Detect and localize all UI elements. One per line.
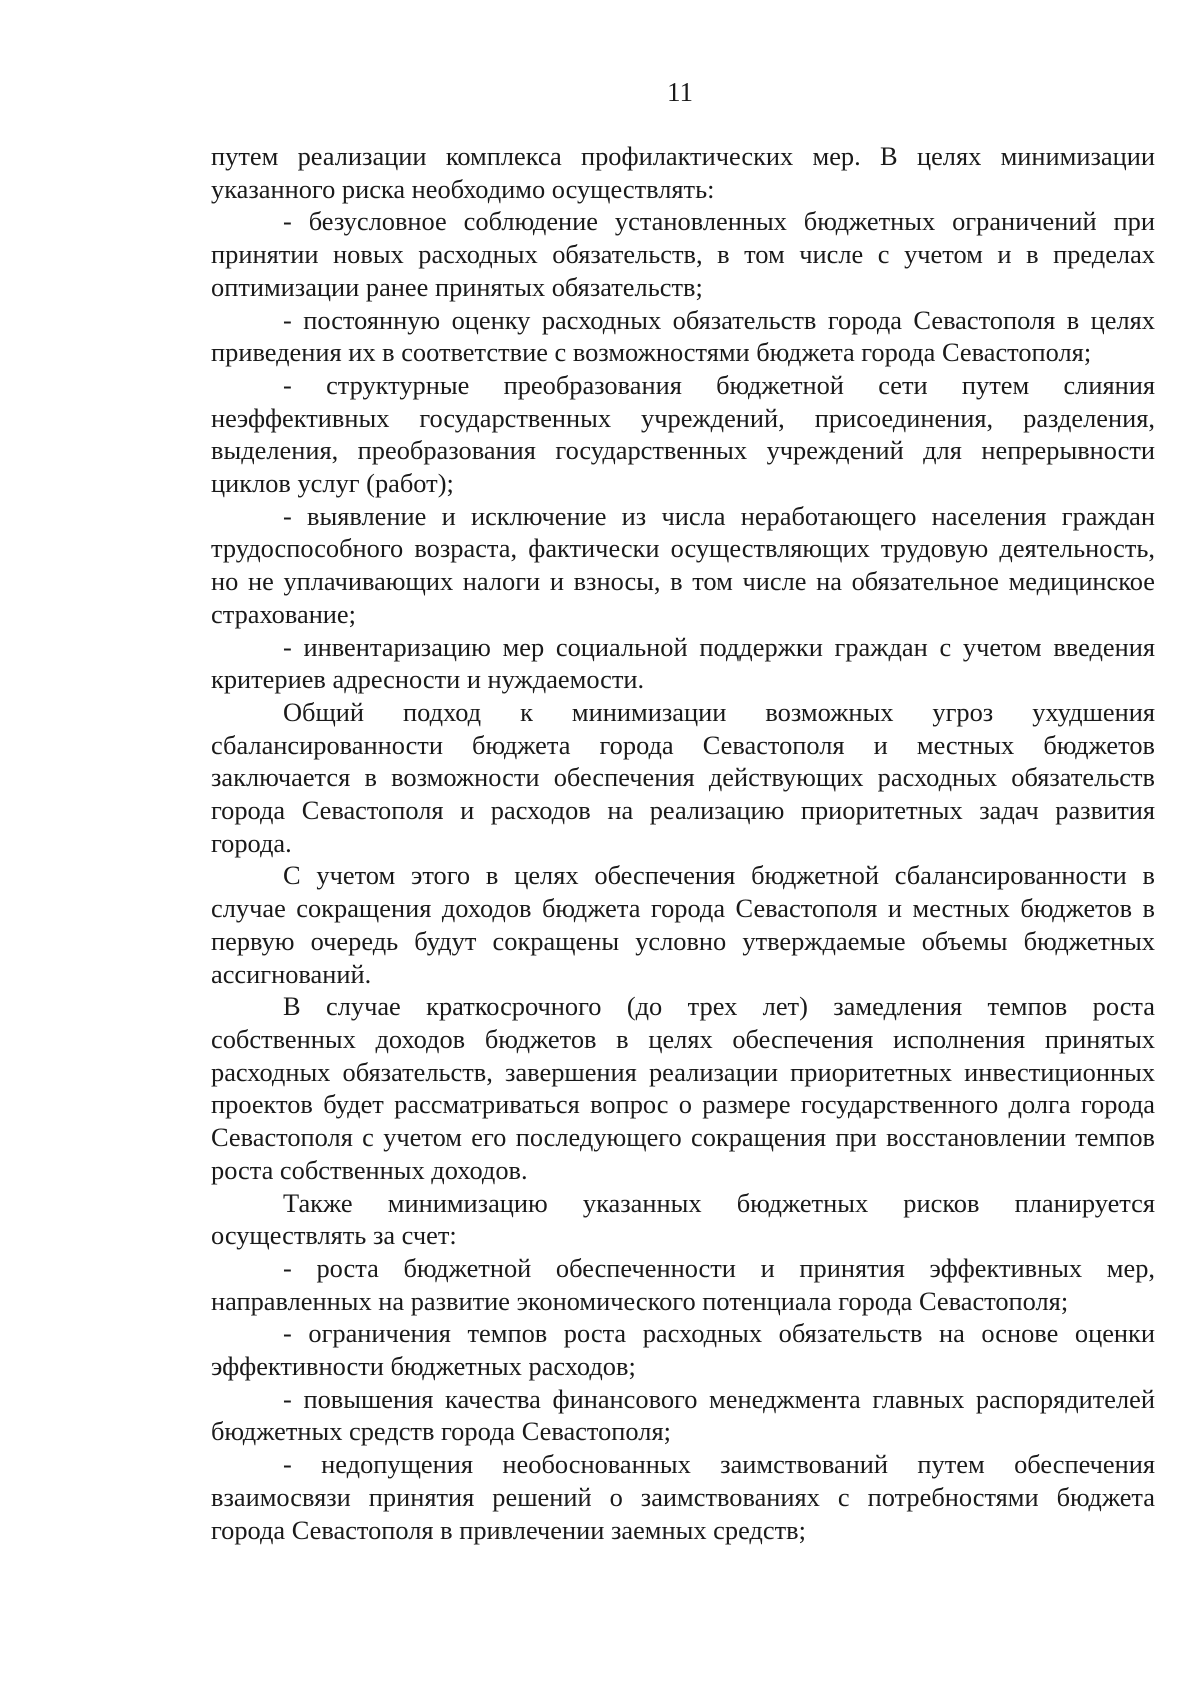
list-item-financial-management: - повышения качества финансового менеджмента главных распорядителей бюджетных средств города Севастополя; <box>211 1383 1155 1447</box>
paragraph-general-approach: Общий подход к минимизации возможных угроз ухудшения сбалансированности бюджета города Севастополя и местных бюджетов заключается в возможности обеспечения действующих расходных обязательств города Севастополя и расходов на реализацию приоритетных задач развития города. <box>211 696 1155 858</box>
list-item-social-support-inventory: - инвентаризацию мер социальной поддержки граждан с учетом введения критериев адресности и нуждаемости. <box>211 631 1155 695</box>
list-item-budget-provision: - роста бюджетной обеспеченности и принятия эффективных мер, направленных на развитие экономического потенциала города Севастополя; <box>211 1252 1155 1316</box>
list-item-spending-growth-limits: - ограничения темпов роста расходных обязательств на основе оценки эффективности бюджетных расходов; <box>211 1318 1155 1382</box>
paragraph-short-term-slowdown: В случае краткосрочного (до трех лет) замедления темпов роста собственных доходов бюджетов в целях обеспечения исполнения принятых расходных обязательств, завершения реализации приоритетных инвестиционных проектов будет рассматриваться вопрос о размере государственного долга города Севастополя с учетом его последующего сокращения при восстановлении темпов роста собственных доходов. <box>211 991 1155 1185</box>
list-item-obligations-assessment: - постоянную оценку расходных обязательств города Севастополя в целях приведения их в соответствие с возможностями бюджета города Севастополя; <box>211 304 1155 368</box>
paragraph-continuation: путем реализации комплекса профилактических мер. В целях минимизации указанного риска необходимо осуществлять: <box>211 141 1155 204</box>
list-item-borrowing-prevention: - недопущения необоснованных заимствований путем обеспечения взаимосвязи принятия решений о заимствованиях с потребностями бюджета города Севастополя в привлечении заемных средств; <box>211 1449 1155 1545</box>
paragraph-balance-measures: С учетом этого в целях обеспечения бюджетной сбалансированности в случае сокращения доходов бюджета города Севастополя и местных бюджетов в первую очередь будут сокращены условно утверждаемые объемы бюджетных ассигнований. <box>211 860 1155 989</box>
list-item-structural-reforms: - структурные преобразования бюджетной сети путем слияния неэффективных государственных учреждений, присоединения, разделения, выделения, преобразования государственных учреждений для непрерывности циклов услуг (работ); <box>211 369 1155 499</box>
list-item-budget-limits: - безусловное соблюдение установленных бюджетных ограничений при принятии новых расходных обязательств, в том числе с учетом и в пределах оптимизации ранее принятых обязательств; <box>211 206 1155 302</box>
list-item-unemployed-identification: - выявление и исключение из числа неработающего населения граждан трудоспособного возраста, фактически осуществляющих трудовую деятельность, но не уплачивающих налоги и взносы, в том числе на обязательное медицинское страхование; <box>211 500 1155 629</box>
document-body <box>211 140 1155 1546</box>
paragraph-risk-minimization: Также минимизацию указанных бюджетных рисков планируется осуществлять за счет: <box>211 1187 1155 1251</box>
page-number: 11 <box>667 77 693 107</box>
